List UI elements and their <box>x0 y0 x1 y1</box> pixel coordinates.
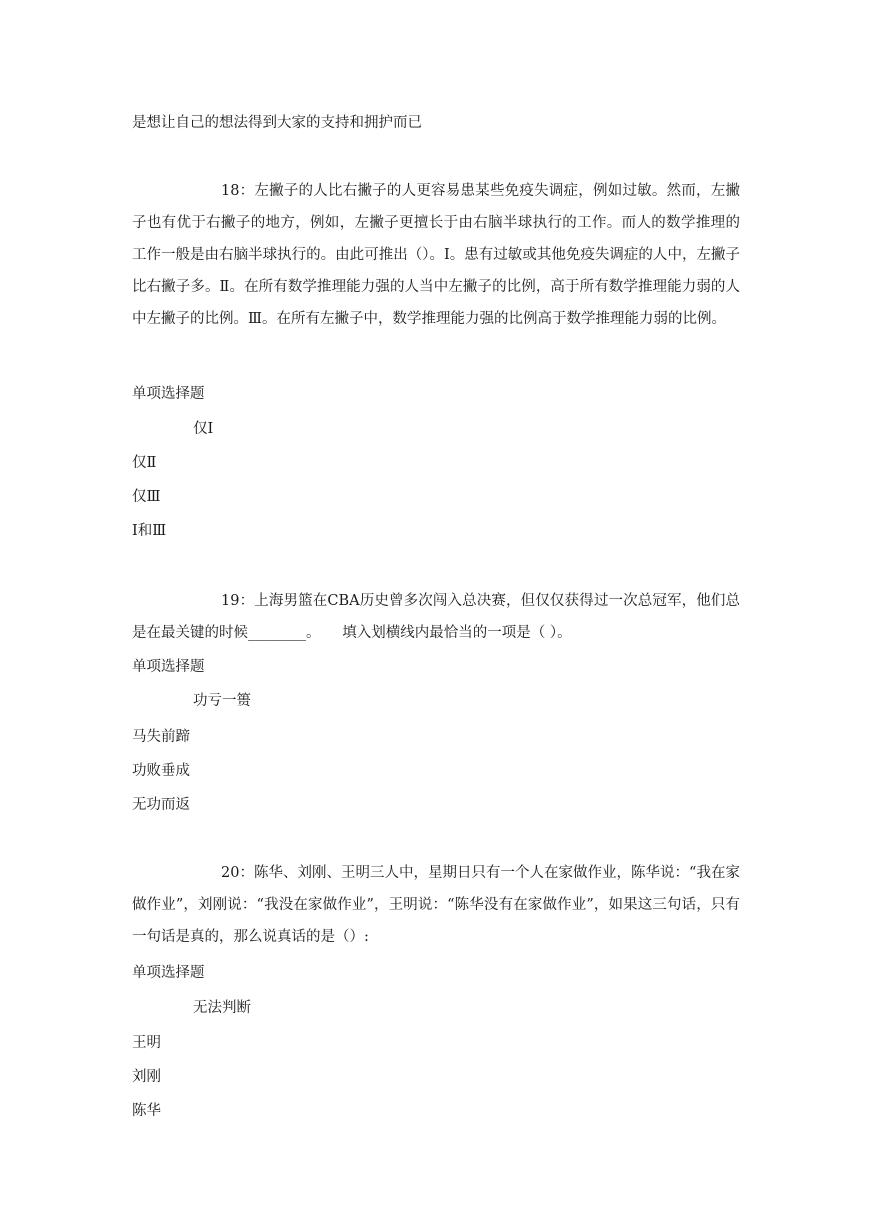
intro-tail-text: 是想让自己的想法得到大家的支持和拥护而已 <box>132 115 422 131</box>
question-18-option-c[interactable]: 仅Ⅲ <box>132 489 161 505</box>
question-20-option-d[interactable]: 陈华 <box>132 1103 161 1119</box>
question-20-type: 单项选择题 <box>132 965 205 981</box>
question-19-option-a[interactable]: 功亏一篑 <box>193 693 251 709</box>
question-20-option-c[interactable]: 刘刚 <box>132 1069 161 1085</box>
question-20-stem: 20：陈华、刘刚、王明三人中，星期日只有一个人在家做作业，陈华说：“我在家做作业”，刘刚说：“我没在家做作业”，王明说：“陈华没有在家做作业”，如果这三句话，只有一句话是真的，那么说真话的是（）: <box>132 865 740 945</box>
question-19-option-c[interactable]: 功败垂成 <box>132 763 190 779</box>
question-18-stem: 18：左撇子的人比右撇子的人更容易患某些免疫失调症，例如过敏。然而，左撇子也有优于右撇子的地方，例如，左撇子更擅长于由右脑半球执行的工作。而人的数学推理的工作一般是由右脑半球执行的。由此可推出（）。Ⅰ。患有过敏或其他免疫失调症的人中，左撇子比右撇子多。Ⅱ。在所有数学推理能力强的人当中左撇子的比例，高于所有数学推理能力弱的人中左撇子的比例。Ⅲ。在所有左撇子中，数学推理能力强的比例高于数学推理能力弱的比例。 <box>132 183 740 327</box>
question-19-option-b[interactable]: 马失前蹄 <box>132 729 190 745</box>
question-19-option-d[interactable]: 无功而返 <box>132 797 190 813</box>
question-20-option-b[interactable]: 王明 <box>132 1035 161 1051</box>
question-19-stem: 19：上海男篮在CBA历史曾多次闯入总决赛，但仅仅获得过一次总冠军，他们总是在最关键的时候________。 填入划横线内最恰当的一项是（ ）。 <box>132 593 740 641</box>
question-20-option-a[interactable]: 无法判断 <box>193 1000 251 1016</box>
question-18-type: 单项选择题 <box>132 386 205 402</box>
question-19-type: 单项选择题 <box>132 659 205 675</box>
question-18-option-a[interactable]: 仅Ⅰ <box>193 421 214 437</box>
question-18-option-b[interactable]: 仅Ⅱ <box>132 455 157 471</box>
question-18-option-d[interactable]: Ⅰ和Ⅲ <box>132 523 167 539</box>
